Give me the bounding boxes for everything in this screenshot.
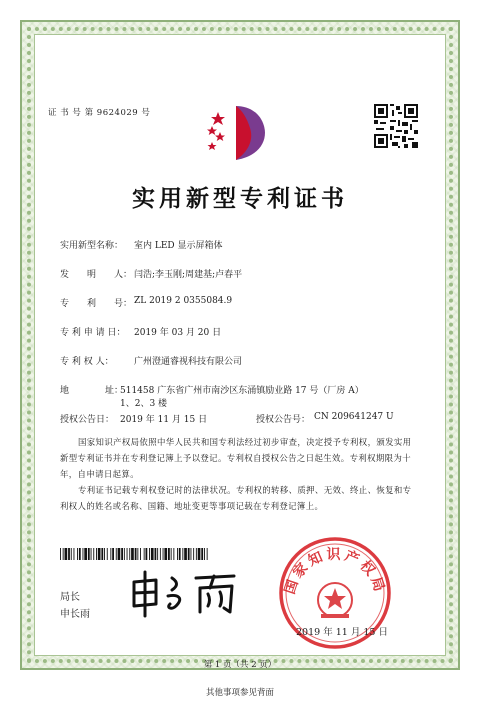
barcode-bar xyxy=(104,548,105,560)
barcode-bar xyxy=(63,548,64,560)
barcode-bar xyxy=(177,548,178,560)
barcode-bar xyxy=(155,548,157,560)
barcode-bar xyxy=(184,548,187,560)
legal-paragraph-1: 国家知识产权局依照中华人民共和国专利法经过初步审查，决定授予专利权，颁发实用新型专利证书并在专利登记簿上予以登记。专利权自授权公告之日起生效。专利权期限为十年，自申请日起算。 xyxy=(60,437,412,479)
page-number: 第 1 页（共 2 页） xyxy=(203,660,277,670)
grant-date-value: 2019 年 11 月 15 日 xyxy=(120,415,208,425)
barcode-bar xyxy=(110,548,111,560)
barcode-bar xyxy=(124,548,125,560)
seal-date: 2019 年 11 月 15 日 xyxy=(296,627,388,638)
barcode-bar xyxy=(83,548,84,560)
barcode-bar xyxy=(68,548,70,560)
utility-model-name-value: 室内 LED 显示屏箱体 xyxy=(134,241,223,251)
barcode-bar xyxy=(98,548,101,560)
patent-number-value: ZL 2019 2 0355084.9 xyxy=(134,296,233,306)
barcode-bar xyxy=(65,548,68,560)
barcode-bar xyxy=(88,548,90,560)
barcode-bar xyxy=(196,548,197,560)
barcode-bar xyxy=(93,548,94,560)
barcode-bar xyxy=(168,548,170,560)
grant-number-label: 授权公告号： xyxy=(256,415,311,425)
barcode-bar xyxy=(135,548,137,560)
barcode-bar xyxy=(116,548,117,560)
barcode-bar xyxy=(198,548,201,560)
inventor-label: 发 明 人： xyxy=(60,270,133,280)
utility-model-name-label: 实用新型名称： xyxy=(60,241,124,251)
barcode-bar xyxy=(204,548,205,560)
qr-code-icon xyxy=(374,104,418,148)
barcode-bar xyxy=(160,548,161,560)
barcode-bar xyxy=(151,548,154,560)
barcode-bar xyxy=(179,548,181,560)
barcode-bar xyxy=(173,548,174,560)
barcode-bar xyxy=(157,548,158,560)
barcode-bar xyxy=(121,548,123,560)
filing-date-value: 2019 年 03 月 20 日 xyxy=(134,328,222,338)
barcode-bar xyxy=(171,548,172,560)
barcode-bar xyxy=(163,548,164,560)
barcode-bar xyxy=(107,548,108,560)
barcode-bar xyxy=(137,548,138,560)
barcode-bar xyxy=(74,548,75,560)
barcode-bar xyxy=(118,548,121,560)
barcode-bar xyxy=(91,548,92,560)
barcode-bar xyxy=(193,548,194,560)
grant-date-label: 授权公告日： xyxy=(60,415,115,425)
inventor-value: 闫浩;李玉刚;周建基;卢春平 xyxy=(134,270,243,280)
director-name: 申长雨 xyxy=(60,609,90,620)
barcode-bar xyxy=(112,548,114,560)
patentee-label: 专 利 权 人： xyxy=(60,357,114,367)
barcode-bar xyxy=(77,548,78,560)
barcode-bar xyxy=(60,548,61,560)
barcode-bar xyxy=(127,548,128,560)
barcode-bar xyxy=(71,548,72,560)
certificate-title: 实用新型专利证书 xyxy=(132,185,348,212)
barcode-bar xyxy=(149,548,150,560)
barcode-bar xyxy=(191,548,192,560)
cnipa-logo-icon xyxy=(198,100,272,168)
grant-number-value: CN 209641247 U xyxy=(314,412,394,422)
address-line-2: 1、2、3 楼 xyxy=(120,399,168,409)
barcode-bar xyxy=(79,548,81,560)
address-line-1: 511458 广东省广州市南沙区东涌镇励业路 17 号（厂房 A） xyxy=(120,386,364,396)
barcode-bar xyxy=(146,548,148,560)
barcode-bar xyxy=(96,548,97,560)
barcode-icon xyxy=(60,548,210,560)
filing-date-label: 专 利 申 请 日： xyxy=(60,328,126,338)
certificate-number: 证 书 号 第 9624029 号 xyxy=(48,108,151,118)
seal-text: 国家知识产权局 xyxy=(282,546,388,597)
director-signature xyxy=(126,568,246,618)
barcode-bar xyxy=(182,548,183,560)
barcode-bar xyxy=(101,548,103,560)
barcode-bar xyxy=(164,548,167,560)
barcode-bar xyxy=(129,548,130,560)
legal-paragraph-2: 专利证书记载专利权登记时的法律状况。专利权的转移、质押、无效、终止、恢复和专利权人的姓名或名称、国籍、地址变更等事项记载在专利登记簿上。 xyxy=(60,485,412,511)
barcode-bar xyxy=(201,548,203,560)
patent-number-label: 专 利 号： xyxy=(60,299,133,309)
barcode-bar xyxy=(140,548,141,560)
director-title: 局长 xyxy=(60,592,80,603)
address-label: 地 址： xyxy=(60,386,124,396)
patentee-value: 广州澄通睿视科技有限公司 xyxy=(134,357,243,367)
footnote: 其他事项参见背面 xyxy=(205,688,274,698)
barcode-bar xyxy=(188,548,190,560)
barcode-bar xyxy=(131,548,134,560)
barcode-bar xyxy=(144,548,145,560)
barcode-bar xyxy=(84,548,87,560)
barcode-bar xyxy=(207,548,208,560)
